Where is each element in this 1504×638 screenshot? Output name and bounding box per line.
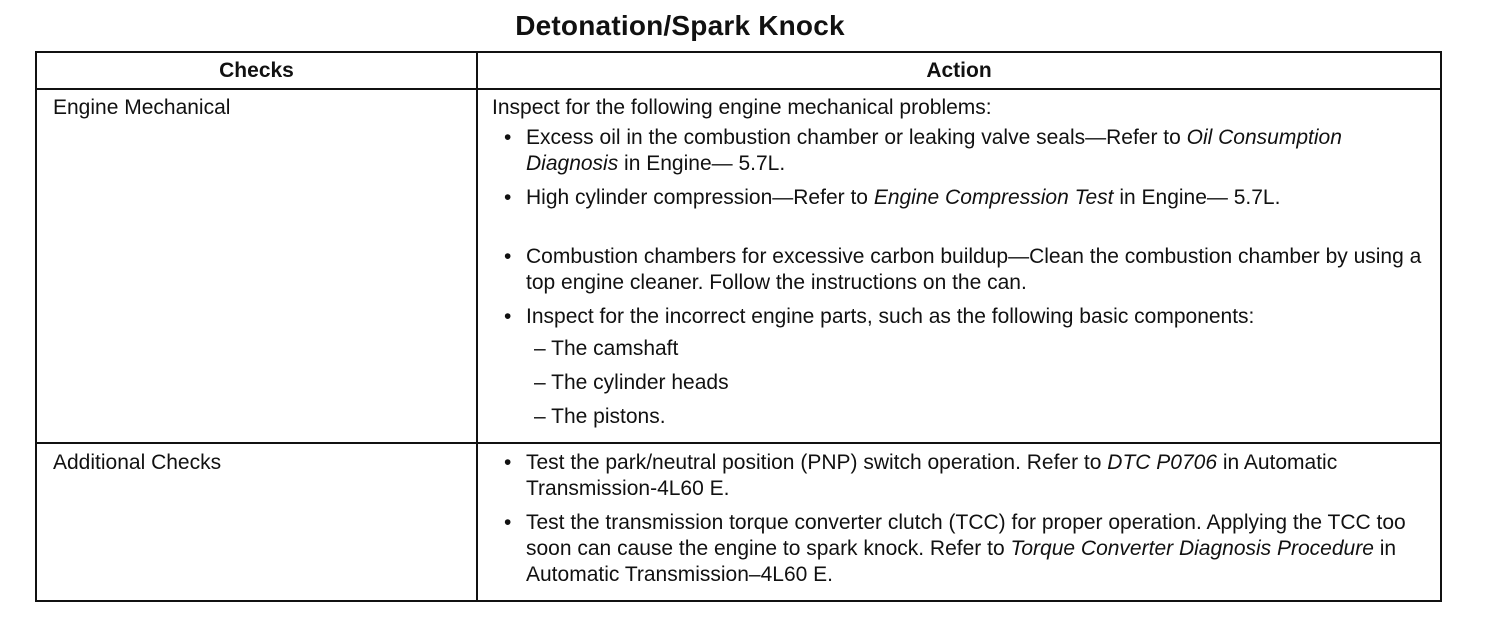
table-header-row (36, 52, 1441, 89)
sub-list-item: – The cylinder heads (534, 371, 729, 394)
bullet-text-tail: in Engine— 5.7L. (618, 152, 786, 175)
list-item (492, 510, 1432, 588)
sub-list-item: – The pistons. (534, 405, 666, 428)
bullet-glyph: • (504, 511, 512, 534)
bullet-text: Excess oil in the combustion chamber or leaking valve seals—Refer to (526, 126, 1187, 149)
bullet-text: Inspect for the incorrect engine parts, such as the following basic components: (526, 305, 1255, 328)
sub-list-item: – The camshaft (534, 337, 679, 360)
action-bullet-list (492, 125, 1432, 430)
check-cell-additional-checks: Additional Checks (36, 443, 477, 601)
bullet-text: Test the park/neutral position (PNP) switch operation. Refer to (526, 451, 1108, 474)
list-item (492, 185, 1432, 211)
bullet-reference: Torque Converter Diagnosis Procedure (1010, 537, 1374, 560)
action-cell-engine-mechanical (477, 89, 1441, 443)
table-row (36, 89, 1441, 443)
bullet-glyph: • (504, 126, 512, 149)
bullet-glyph: • (504, 451, 512, 474)
bullet-text: Combustion chambers for excessive carbon buildup—Clean the combustion chamber by using a top engine cleaner. Follow the instructions on the can. (526, 245, 1422, 294)
bullet-reference: DTC P0706 (1107, 451, 1217, 474)
bullet-glyph: • (504, 245, 512, 268)
bullet-text-tail: in Automatic Transmission–4L60 E. (526, 537, 1397, 586)
action-intro: Inspect for the following engine mechanical problems: (492, 96, 992, 119)
bullet-glyph: • (504, 305, 512, 328)
bullet-text: Test the transmission torque converter clutch (TCC) for proper operation. Applying the TCC too soon can cause the engine to spark knock. Refer to (526, 511, 1406, 560)
column-header-action: Action (477, 52, 1441, 89)
bullet-reference: Oil Consumption Diagnosis (526, 126, 1342, 175)
bullet-reference: Engine Compression Test (873, 186, 1114, 209)
component-sublist (526, 336, 1432, 430)
bullet-text: High cylinder compression—Refer to (526, 186, 874, 209)
action-cell-additional-checks (477, 443, 1441, 601)
list-item (492, 244, 1432, 296)
table-row (36, 443, 1441, 601)
column-header-checks: Checks (36, 52, 477, 89)
action-bullet-list (492, 450, 1432, 588)
page-title: Detonation/Spark Knock (515, 10, 845, 41)
bullet-text-tail: in Automatic Transmission-4L60 E. (526, 451, 1338, 500)
bullet-text-tail: in Engine— 5.7L. (1113, 186, 1281, 209)
bullet-glyph: • (504, 186, 512, 209)
check-cell-engine-mechanical: Engine Mechanical (36, 89, 477, 443)
diagnosis-table (35, 51, 1442, 602)
list-item (492, 304, 1432, 430)
list-item (492, 450, 1432, 502)
list-item (492, 125, 1432, 177)
